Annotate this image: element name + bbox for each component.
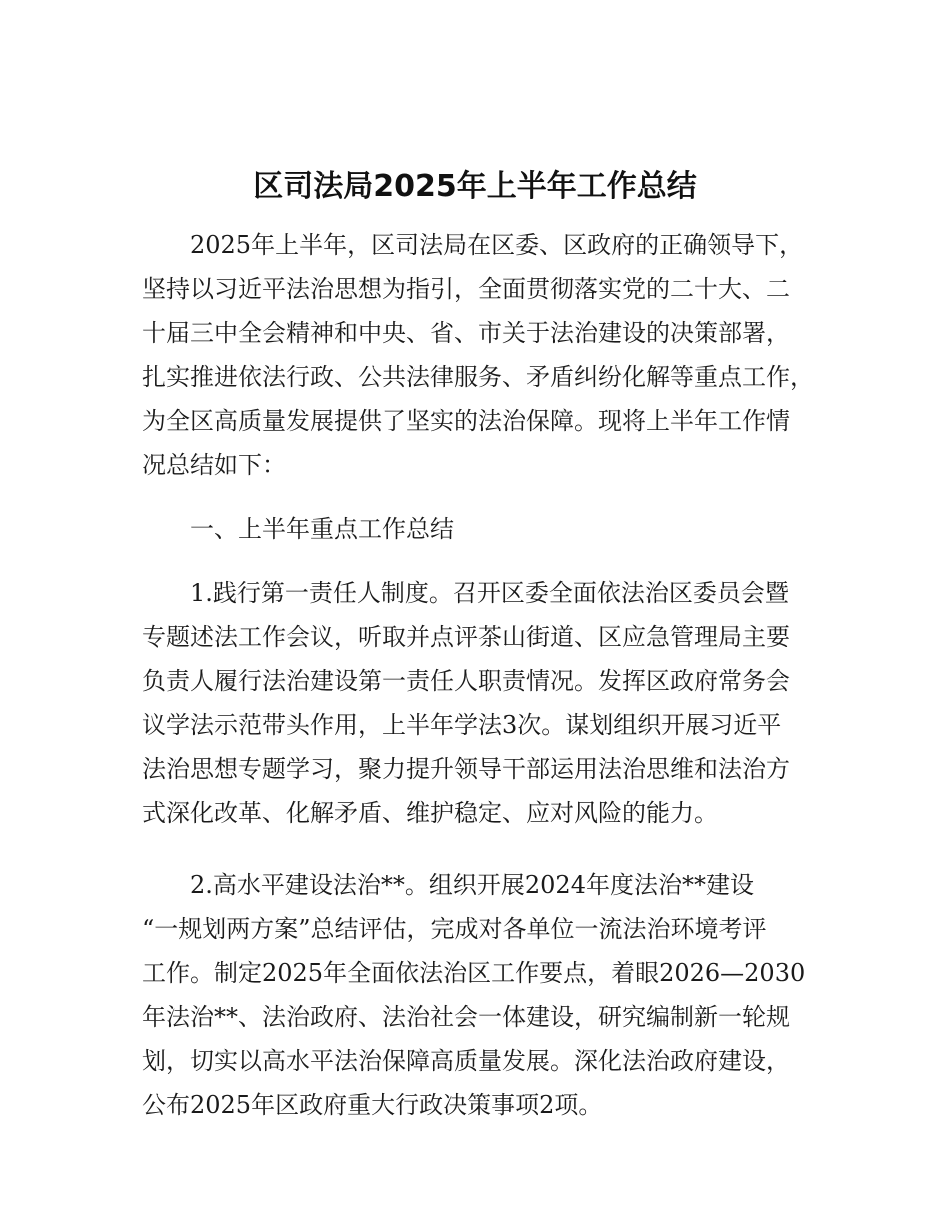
- text-line: 2025年上半年，区司法局在区委、区政府的正确领导下，: [190, 231, 804, 259]
- text-line: 工作。制定2025年全面依法治区工作要点，着眼2026—2030: [142, 959, 806, 987]
- text-line: 式深化改革、化解矛盾、维护稳定、应对风险的能力。: [142, 799, 718, 827]
- intro-paragraph: [142, 223, 822, 487]
- text-line: 负责人履行法治建设第一责任人职责情况。发挥区政府常务会: [142, 667, 790, 695]
- text-line: 议学法示范带头作用，上半年学法3次。谋划组织开展习近平: [142, 711, 782, 739]
- text-line: 扎实推进依法行政、公共法律服务、矛盾纠纷化解等重点工作，: [142, 363, 814, 391]
- text-line: “一规划两方案”总结评估，完成对各单位一流法治环境考评: [142, 915, 767, 943]
- section-heading: [142, 507, 822, 551]
- text-line: 法治思想专题学习，聚力提升领导干部运用法治思维和法治方: [142, 755, 790, 783]
- text-line: 划，切实以高水平法治保障高质量发展。深化法治政府建设，: [142, 1047, 790, 1075]
- text-line: 2.高水平建设法治**。组织开展2024年度法治**建设: [190, 871, 754, 899]
- text-line: 年法治**、法治政府、法治社会一体建设，研究编制新一轮规: [142, 1003, 790, 1031]
- item-2-paragraph: [142, 863, 822, 1127]
- document-body: [142, 223, 822, 1127]
- text-line: 1.践行第一责任人制度。召开区委全面依法治区委员会暨: [190, 579, 789, 607]
- text-line: 况总结如下：: [142, 451, 286, 479]
- section-heading-text: 一、上半年重点工作总结: [190, 515, 454, 543]
- text-line: 为全区高质量发展提供了坚实的法治保障。现将上半年工作情: [142, 407, 790, 435]
- text-line: 十届三中全会精神和中央、省、市关于法治建设的决策部署，: [142, 319, 790, 347]
- text-line: 专题述法工作会议，听取并点评茶山街道、区应急管理局主要: [142, 623, 790, 651]
- text-line: 公布2025年区政府重大行政决策事项2项。: [142, 1091, 603, 1119]
- document-title: 区司法局2025年上半年工作总结: [253, 169, 697, 204]
- text-line: 坚持以习近平法治思想为指引，全面贯彻落实党的二十大、二: [142, 275, 790, 303]
- item-1-paragraph: [142, 571, 822, 835]
